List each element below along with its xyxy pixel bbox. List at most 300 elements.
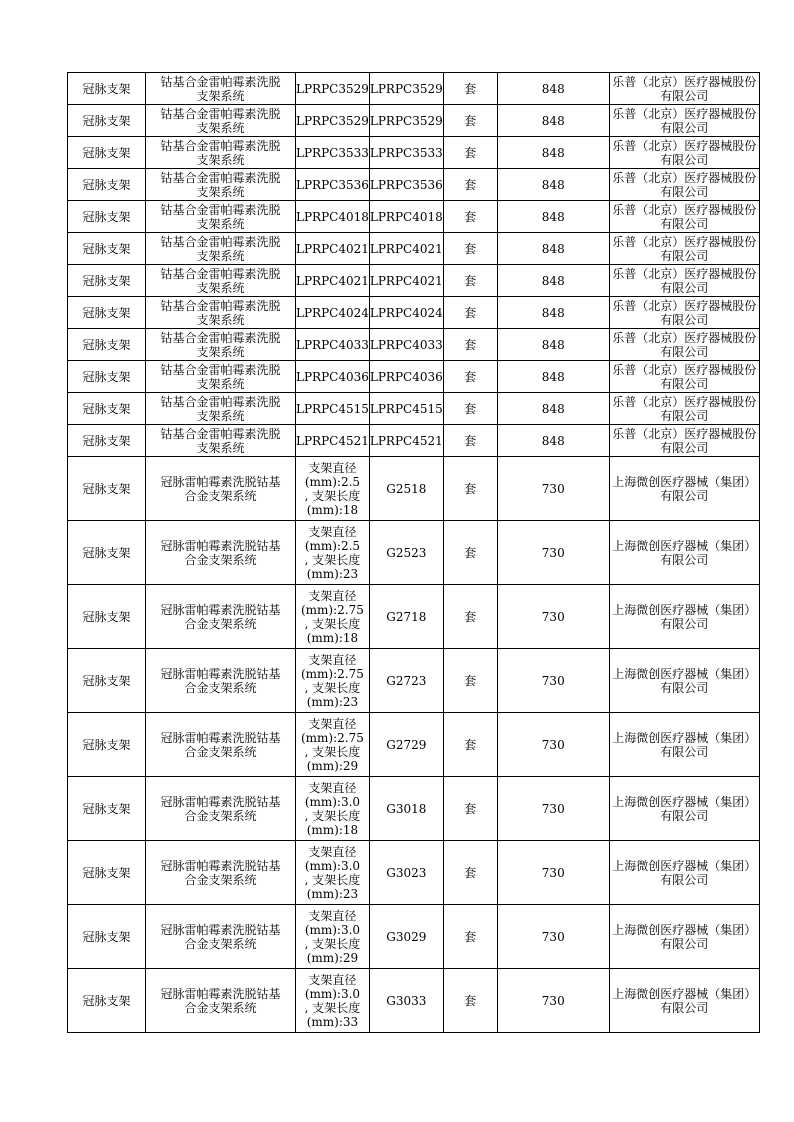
category-cell: 冠脉支架: [68, 329, 146, 361]
category-cell: 冠脉支架: [68, 969, 146, 1033]
spec-line: , 支架长度: [304, 616, 361, 631]
category-cell: 冠脉支架: [68, 137, 146, 169]
company-line: 上海微创医疗器械（集团）: [612, 730, 757, 745]
model-cell: LPRPC4033: [369, 329, 443, 361]
product-name-cell: [146, 297, 296, 329]
unit-cell: 套: [443, 361, 497, 393]
category-cell: 冠脉支架: [68, 169, 146, 201]
product-name-cell: [146, 73, 296, 105]
spec-line: 支架直径: [308, 652, 357, 667]
spec-line: (mm):18: [306, 630, 359, 645]
spec-cell: [296, 137, 370, 169]
company-line: 乐普（北京）医疗器械股份: [612, 426, 757, 441]
name-line: 合金支架系统: [184, 744, 257, 759]
price-cell: 730: [497, 841, 609, 905]
manufacturer-cell: [609, 649, 759, 713]
name-line: 支架系统: [196, 184, 245, 199]
name-line: 支架系统: [196, 120, 245, 135]
company-line: 乐普（北京）医疗器械股份: [612, 330, 757, 345]
spec-line: (mm):23: [306, 886, 359, 901]
company-line: 乐普（北京）医疗器械股份: [612, 106, 757, 121]
name-line: 钴基合金雷帕霉素洗脱: [160, 330, 281, 345]
name-line: 合金支架系统: [184, 872, 257, 887]
product-name-cell: [146, 425, 296, 457]
spec-line: (mm):2.75: [300, 730, 364, 745]
table-body: [68, 73, 760, 1033]
name-line: 钴基合金雷帕霉素洗脱: [160, 394, 281, 409]
spec-line: (mm):3.0: [304, 794, 361, 809]
price-cell: 730: [497, 521, 609, 585]
price-cell: 848: [497, 329, 609, 361]
unit-cell: 套: [443, 105, 497, 137]
company-line: 有限公司: [660, 184, 709, 199]
table-row: [68, 521, 760, 585]
spec-line: LPRPC4018: [296, 209, 369, 224]
model-cell: LPRPC4515: [369, 393, 443, 425]
spec-cell: [296, 201, 370, 233]
spec-cell: [296, 265, 370, 297]
company-line: 乐普（北京）医疗器械股份: [612, 394, 757, 409]
company-line: 上海微创医疗器械（集团）: [612, 922, 757, 937]
spec-line: LPRPC3529: [296, 113, 369, 128]
spec-line: LPRPC4033: [296, 337, 369, 352]
name-line: 合金支架系统: [184, 616, 257, 631]
name-line: 支架系统: [196, 376, 245, 391]
name-line: 冠脉雷帕霉素洗脱钴基: [160, 666, 281, 681]
company-line: 有限公司: [660, 808, 709, 823]
product-name-cell: [146, 713, 296, 777]
table-row: [68, 777, 760, 841]
company-line: 乐普（北京）医疗器械股份: [612, 202, 757, 217]
table-row: [68, 329, 760, 361]
price-cell: 848: [497, 265, 609, 297]
spec-line: (mm):23: [306, 694, 359, 709]
company-line: 有限公司: [660, 312, 709, 327]
unit-cell: 套: [443, 905, 497, 969]
spec-line: LPRPC4021: [296, 273, 369, 288]
unit-cell: 套: [443, 969, 497, 1033]
table-row: [68, 73, 760, 105]
spec-line: , 支架长度: [304, 936, 361, 951]
category-cell: 冠脉支架: [68, 73, 146, 105]
name-line: 钴基合金雷帕霉素洗脱: [160, 266, 281, 281]
spec-line: LPRPC4515: [296, 401, 369, 416]
spec-line: , 支架长度: [304, 808, 361, 823]
spec-cell: [296, 73, 370, 105]
unit-cell: 套: [443, 649, 497, 713]
company-line: 上海微创医疗器械（集团）: [612, 858, 757, 873]
company-line: 上海微创医疗器械（集团）: [612, 666, 757, 681]
name-line: 钴基合金雷帕霉素洗脱: [160, 106, 281, 121]
name-line: 支架系统: [196, 152, 245, 167]
product-name-cell: [146, 969, 296, 1033]
category-cell: 冠脉支架: [68, 649, 146, 713]
price-cell: 848: [497, 169, 609, 201]
unit-cell: 套: [443, 297, 497, 329]
product-name-cell: [146, 361, 296, 393]
name-line: 钴基合金雷帕霉素洗脱: [160, 202, 281, 217]
product-name-cell: [146, 457, 296, 521]
table-row: [68, 713, 760, 777]
table-row: [68, 585, 760, 649]
company-line: 上海微创医疗器械（集团）: [612, 794, 757, 809]
unit-cell: 套: [443, 521, 497, 585]
unit-cell: 套: [443, 73, 497, 105]
name-line: 支架系统: [196, 440, 245, 455]
spec-line: 支架直径: [308, 460, 357, 475]
product-name-cell: [146, 777, 296, 841]
company-line: 有限公司: [660, 376, 709, 391]
company-line: 上海微创医疗器械（集团）: [612, 538, 757, 553]
spec-line: 支架直径: [308, 844, 357, 859]
category-cell: 冠脉支架: [68, 265, 146, 297]
spec-cell: [296, 649, 370, 713]
spec-line: 支架直径: [308, 972, 357, 987]
spec-cell: [296, 361, 370, 393]
name-line: 钴基合金雷帕霉素洗脱: [160, 362, 281, 377]
manufacturer-cell: [609, 969, 759, 1033]
table-row: [68, 297, 760, 329]
spec-line: (mm):33: [306, 1014, 359, 1029]
price-cell: 848: [497, 73, 609, 105]
category-cell: 冠脉支架: [68, 841, 146, 905]
company-line: 有限公司: [660, 248, 709, 263]
model-cell: LPRPC4021: [369, 233, 443, 265]
name-line: 支架系统: [196, 344, 245, 359]
company-line: 有限公司: [660, 872, 709, 887]
model-cell: G2718: [369, 585, 443, 649]
name-line: 合金支架系统: [184, 680, 257, 695]
unit-cell: 套: [443, 329, 497, 361]
unit-cell: 套: [443, 137, 497, 169]
spec-line: , 支架长度: [304, 680, 361, 695]
name-line: 冠脉雷帕霉素洗脱钴基: [160, 986, 281, 1001]
company-line: 乐普（北京）医疗器械股份: [612, 138, 757, 153]
unit-cell: 套: [443, 393, 497, 425]
unit-cell: 套: [443, 457, 497, 521]
category-cell: 冠脉支架: [68, 393, 146, 425]
spec-cell: [296, 105, 370, 137]
spec-line: (mm):18: [306, 822, 359, 837]
manufacturer-cell: [609, 329, 759, 361]
category-cell: 冠脉支架: [68, 233, 146, 265]
spec-line: LPRPC3533: [296, 145, 369, 160]
price-cell: 848: [497, 105, 609, 137]
category-cell: 冠脉支架: [68, 105, 146, 137]
company-line: 有限公司: [660, 152, 709, 167]
product-name-cell: [146, 329, 296, 361]
name-line: 合金支架系统: [184, 808, 257, 823]
category-cell: 冠脉支架: [68, 585, 146, 649]
name-line: 钴基合金雷帕霉素洗脱: [160, 426, 281, 441]
spec-line: (mm):2.5: [304, 538, 361, 553]
manufacturer-cell: [609, 201, 759, 233]
spec-line: LPRPC3529: [296, 81, 369, 96]
spec-cell: [296, 425, 370, 457]
table-row: [68, 969, 760, 1033]
spec-line: 支架直径: [308, 780, 357, 795]
spec-line: (mm):2.75: [300, 666, 364, 681]
unit-cell: 套: [443, 841, 497, 905]
company-line: 乐普（北京）医疗器械股份: [612, 234, 757, 249]
name-line: 钴基合金雷帕霉素洗脱: [160, 74, 281, 89]
spec-cell: [296, 297, 370, 329]
company-line: 有限公司: [660, 120, 709, 135]
name-line: 钴基合金雷帕霉素洗脱: [160, 234, 281, 249]
table-row: [68, 201, 760, 233]
spec-line: 支架直径: [308, 716, 357, 731]
spec-line: (mm):29: [306, 950, 359, 965]
company-line: 有限公司: [660, 680, 709, 695]
spec-line: , 支架长度: [304, 744, 361, 759]
manufacturer-cell: [609, 777, 759, 841]
name-line: 支架系统: [196, 248, 245, 263]
company-line: 上海微创医疗器械（集团）: [612, 986, 757, 1001]
category-cell: 冠脉支架: [68, 457, 146, 521]
spec-line: LPRPC4036: [296, 369, 369, 384]
spec-cell: [296, 905, 370, 969]
table-row: [68, 457, 760, 521]
spec-line: (mm):3.0: [304, 922, 361, 937]
spec-line: LPRPC4024: [296, 305, 369, 320]
price-cell: 848: [497, 201, 609, 233]
spec-cell: [296, 393, 370, 425]
company-line: 乐普（北京）医疗器械股份: [612, 266, 757, 281]
company-line: 乐普（北京）医疗器械股份: [612, 362, 757, 377]
spec-cell: [296, 457, 370, 521]
company-line: 有限公司: [660, 488, 709, 503]
spec-line: 支架直径: [308, 588, 357, 603]
table-row: [68, 137, 760, 169]
model-cell: G3029: [369, 905, 443, 969]
company-line: 乐普（北京）医疗器械股份: [612, 298, 757, 313]
price-cell: 848: [497, 425, 609, 457]
name-line: 支架系统: [196, 408, 245, 423]
price-cell: 848: [497, 393, 609, 425]
name-line: 支架系统: [196, 88, 245, 103]
unit-cell: 套: [443, 265, 497, 297]
name-line: 冠脉雷帕霉素洗脱钴基: [160, 602, 281, 617]
device-price-table: [67, 72, 760, 1033]
spec-line: (mm):3.0: [304, 986, 361, 1001]
table-row: [68, 649, 760, 713]
spec-cell: [296, 169, 370, 201]
product-name-cell: [146, 137, 296, 169]
product-name-cell: [146, 649, 296, 713]
name-line: 合金支架系统: [184, 1000, 257, 1015]
model-cell: LPRPC4521: [369, 425, 443, 457]
price-cell: 730: [497, 777, 609, 841]
name-line: 钴基合金雷帕霉素洗脱: [160, 298, 281, 313]
model-cell: G3023: [369, 841, 443, 905]
table-row: [68, 841, 760, 905]
category-cell: 冠脉支架: [68, 425, 146, 457]
table-row: [68, 425, 760, 457]
unit-cell: 套: [443, 425, 497, 457]
model-cell: LPRPC3529: [369, 105, 443, 137]
price-cell: 730: [497, 905, 609, 969]
company-line: 有限公司: [660, 936, 709, 951]
product-name-cell: [146, 585, 296, 649]
spec-cell: [296, 585, 370, 649]
spec-line: (mm):3.0: [304, 858, 361, 873]
company-line: 有限公司: [660, 552, 709, 567]
category-cell: 冠脉支架: [68, 297, 146, 329]
company-line: 有限公司: [660, 216, 709, 231]
spec-cell: [296, 521, 370, 585]
table-row: [68, 905, 760, 969]
unit-cell: 套: [443, 777, 497, 841]
table-row: [68, 361, 760, 393]
manufacturer-cell: [609, 233, 759, 265]
price-cell: 730: [497, 713, 609, 777]
name-line: 冠脉雷帕霉素洗脱钴基: [160, 730, 281, 745]
company-line: 有限公司: [660, 280, 709, 295]
company-line: 有限公司: [660, 88, 709, 103]
company-line: 有限公司: [660, 744, 709, 759]
model-cell: G2729: [369, 713, 443, 777]
name-line: 支架系统: [196, 312, 245, 327]
product-name-cell: [146, 393, 296, 425]
company-line: 上海微创医疗器械（集团）: [612, 474, 757, 489]
unit-cell: 套: [443, 201, 497, 233]
spec-line: LPRPC4021: [296, 241, 369, 256]
manufacturer-cell: [609, 169, 759, 201]
company-line: 乐普（北京）医疗器械股份: [612, 74, 757, 89]
name-line: 合金支架系统: [184, 552, 257, 567]
model-cell: LPRPC4036: [369, 361, 443, 393]
name-line: 钴基合金雷帕霉素洗脱: [160, 170, 281, 185]
spec-line: (mm):2.75: [300, 602, 364, 617]
price-cell: 730: [497, 649, 609, 713]
model-cell: G2518: [369, 457, 443, 521]
table-row: [68, 265, 760, 297]
name-line: 合金支架系统: [184, 936, 257, 951]
price-cell: 848: [497, 137, 609, 169]
category-cell: 冠脉支架: [68, 777, 146, 841]
spec-line: (mm):23: [306, 566, 359, 581]
unit-cell: 套: [443, 585, 497, 649]
spec-cell: [296, 777, 370, 841]
manufacturer-cell: [609, 105, 759, 137]
product-name-cell: [146, 105, 296, 137]
spec-line: (mm):2.5: [304, 474, 361, 489]
price-cell: 848: [497, 233, 609, 265]
spec-line: (mm):29: [306, 758, 359, 773]
name-line: 钴基合金雷帕霉素洗脱: [160, 138, 281, 153]
unit-cell: 套: [443, 713, 497, 777]
manufacturer-cell: [609, 841, 759, 905]
name-line: 冠脉雷帕霉素洗脱钴基: [160, 474, 281, 489]
table-row: [68, 105, 760, 137]
price-cell: 730: [497, 969, 609, 1033]
category-cell: 冠脉支架: [68, 905, 146, 969]
spec-cell: [296, 969, 370, 1033]
model-cell: LPRPC3529: [369, 73, 443, 105]
product-name-cell: [146, 265, 296, 297]
table-row: [68, 233, 760, 265]
manufacturer-cell: [609, 905, 759, 969]
manufacturer-cell: [609, 361, 759, 393]
spec-cell: [296, 713, 370, 777]
spec-cell: [296, 841, 370, 905]
spec-line: , 支架长度: [304, 488, 361, 503]
price-cell: 730: [497, 457, 609, 521]
name-line: 冠脉雷帕霉素洗脱钴基: [160, 538, 281, 553]
product-name-cell: [146, 201, 296, 233]
table-row: [68, 393, 760, 425]
spec-line: , 支架长度: [304, 1000, 361, 1015]
company-line: 有限公司: [660, 1000, 709, 1015]
spec-line: , 支架长度: [304, 872, 361, 887]
manufacturer-cell: [609, 137, 759, 169]
product-name-cell: [146, 233, 296, 265]
model-cell: LPRPC3533: [369, 137, 443, 169]
manufacturer-cell: [609, 457, 759, 521]
model-cell: G3033: [369, 969, 443, 1033]
spec-line: LPRPC4521: [296, 433, 369, 448]
model-cell: G2723: [369, 649, 443, 713]
product-name-cell: [146, 169, 296, 201]
spec-line: 支架直径: [308, 908, 357, 923]
spec-line: (mm):18: [306, 502, 359, 517]
model-cell: G3018: [369, 777, 443, 841]
name-line: 支架系统: [196, 280, 245, 295]
manufacturer-cell: [609, 265, 759, 297]
model-cell: LPRPC3536: [369, 169, 443, 201]
model-cell: G2523: [369, 521, 443, 585]
category-cell: 冠脉支架: [68, 521, 146, 585]
price-cell: 848: [497, 297, 609, 329]
category-cell: 冠脉支架: [68, 713, 146, 777]
price-cell: 730: [497, 585, 609, 649]
product-name-cell: [146, 841, 296, 905]
spec-cell: [296, 233, 370, 265]
unit-cell: 套: [443, 233, 497, 265]
model-cell: LPRPC4024: [369, 297, 443, 329]
category-cell: 冠脉支架: [68, 201, 146, 233]
company-line: 有限公司: [660, 408, 709, 423]
manufacturer-cell: [609, 585, 759, 649]
product-name-cell: [146, 521, 296, 585]
company-line: 有限公司: [660, 440, 709, 455]
price-cell: 848: [497, 361, 609, 393]
unit-cell: 套: [443, 169, 497, 201]
model-cell: LPRPC4018: [369, 201, 443, 233]
company-line: 乐普（北京）医疗器械股份: [612, 170, 757, 185]
manufacturer-cell: [609, 713, 759, 777]
company-line: 上海微创医疗器械（集团）: [612, 602, 757, 617]
name-line: 合金支架系统: [184, 488, 257, 503]
manufacturer-cell: [609, 73, 759, 105]
manufacturer-cell: [609, 425, 759, 457]
table-row: [68, 169, 760, 201]
category-cell: 冠脉支架: [68, 361, 146, 393]
name-line: 冠脉雷帕霉素洗脱钴基: [160, 794, 281, 809]
name-line: 支架系统: [196, 216, 245, 231]
manufacturer-cell: [609, 521, 759, 585]
manufacturer-cell: [609, 297, 759, 329]
spec-line: , 支架长度: [304, 552, 361, 567]
spec-line: 支架直径: [308, 524, 357, 539]
company-line: 有限公司: [660, 616, 709, 631]
name-line: 冠脉雷帕霉素洗脱钴基: [160, 858, 281, 873]
spec-line: LPRPC3536: [296, 177, 369, 192]
product-name-cell: [146, 905, 296, 969]
name-line: 冠脉雷帕霉素洗脱钴基: [160, 922, 281, 937]
manufacturer-cell: [609, 393, 759, 425]
model-cell: LPRPC4021: [369, 265, 443, 297]
